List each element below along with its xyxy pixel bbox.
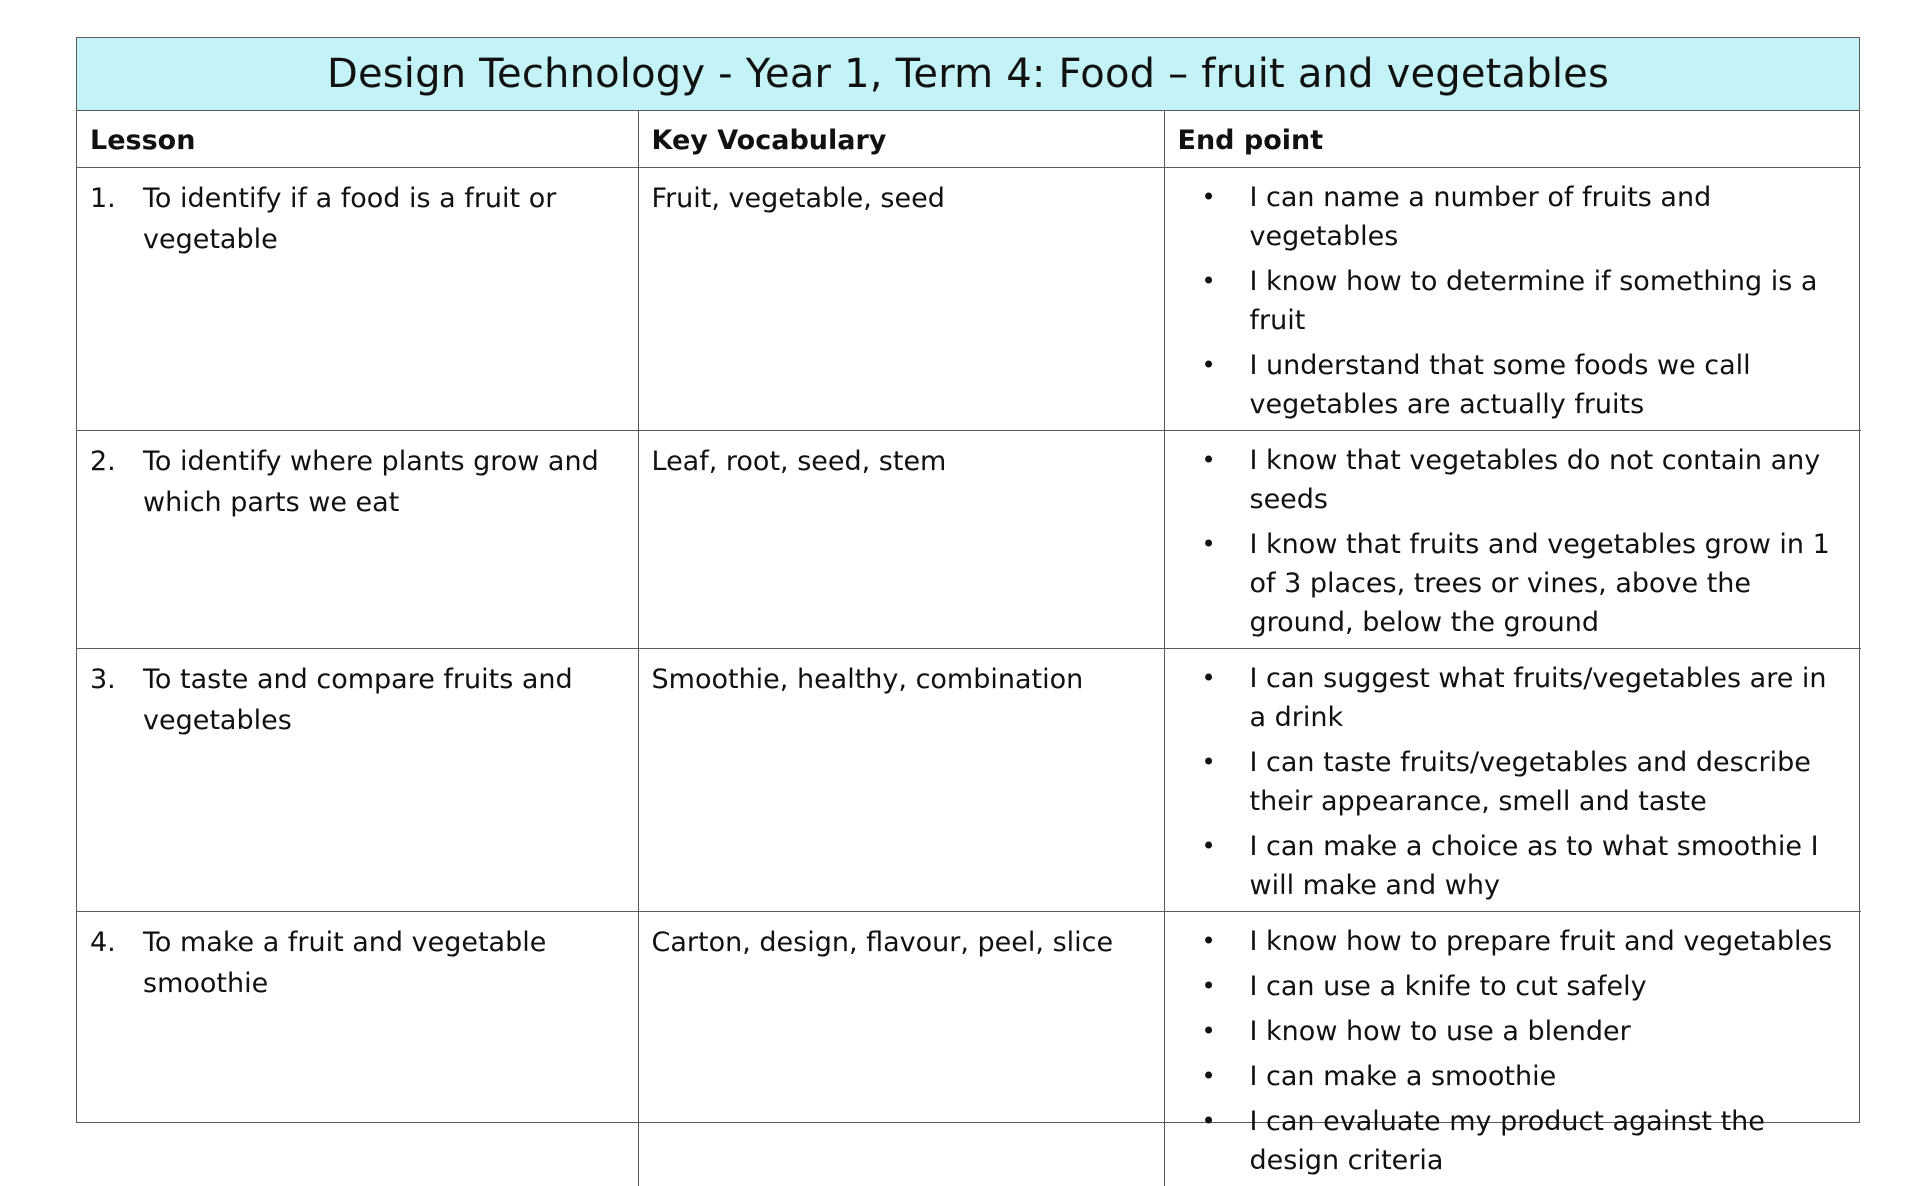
end-point-list	[1178, 178, 1850, 424]
lesson-cell	[77, 430, 638, 648]
bullet-icon: •	[1201, 266, 1216, 295]
lesson-cell	[77, 648, 638, 911]
lesson-objective: To make a fruit and vegetable smoothie	[143, 926, 547, 999]
bullet-icon: •	[1201, 663, 1216, 692]
table-row	[77, 167, 1861, 430]
end-point-text: I can evaluate my product against the design criteria	[1249, 1105, 1765, 1176]
header-lesson: Lesson	[77, 111, 638, 167]
lesson-plan-document	[76, 37, 1860, 1176]
lesson-number: 2.	[90, 445, 116, 477]
end-point-text: I know how to determine if something is a fruit	[1249, 265, 1818, 336]
bullet-icon: •	[1201, 445, 1216, 474]
bullet-icon: •	[1201, 350, 1216, 379]
bullet-icon: •	[1201, 831, 1216, 860]
lesson-number: 4.	[90, 926, 116, 958]
end-point-text: I understand that some foods we call vegetables are actually fruits	[1249, 349, 1751, 420]
end-point-text: I know that vegetables do not contain any seeds	[1249, 444, 1821, 515]
vocabulary-cell: Leaf, root, seed, stem	[638, 430, 1164, 648]
bullet-icon: •	[1201, 971, 1216, 1000]
table-row	[77, 911, 1861, 1186]
lesson-objective: To identify if a food is a fruit or vegetable	[143, 182, 557, 255]
header-key-vocabulary: Key Vocabulary	[638, 111, 1164, 167]
end-point-text: I can make a smoothie	[1249, 1060, 1557, 1092]
lesson-objective: To taste and compare fruits and vegetables	[143, 663, 573, 736]
bullet-icon: •	[1201, 1106, 1216, 1135]
lesson-table	[77, 111, 1861, 1186]
bullet-icon: •	[1201, 529, 1216, 558]
end-point-text: I know how to prepare fruit and vegetables	[1249, 925, 1833, 957]
bullet-icon: •	[1201, 1061, 1216, 1090]
end-point-cell	[1164, 648, 1861, 911]
list-item	[1178, 1102, 1850, 1180]
end-point-text: I can make a choice as to what smoothie I will make and why	[1249, 830, 1819, 901]
vocabulary-cell: Fruit, vegetable, seed	[638, 167, 1164, 430]
list-item	[1178, 1057, 1850, 1096]
vocabulary-cell: Smoothie, healthy, combination	[638, 648, 1164, 911]
list-item	[1178, 967, 1850, 1006]
end-point-text: I know that fruits and vegetables grow in 1 of 3 places, trees or vines, above the ground, below the ground	[1249, 528, 1830, 638]
lesson-number: 1.	[90, 182, 116, 214]
end-point-cell	[1164, 911, 1861, 1186]
list-item	[1178, 525, 1850, 642]
end-point-list	[1178, 922, 1850, 1180]
list-item	[1178, 178, 1850, 256]
lesson-cell	[77, 911, 638, 1186]
end-point-cell	[1164, 167, 1861, 430]
vocabulary-cell: Carton, design, flavour, peel, slice	[638, 911, 1164, 1186]
list-item	[1178, 346, 1850, 424]
lesson-number: 3.	[90, 663, 116, 695]
lesson-cell	[77, 167, 638, 430]
end-point-list	[1178, 441, 1850, 642]
end-point-cell	[1164, 430, 1861, 648]
list-item	[1178, 827, 1850, 905]
list-item	[1178, 262, 1850, 340]
lesson-objective: To identify where plants grow and which parts we eat	[143, 445, 599, 518]
bullet-icon: •	[1201, 747, 1216, 776]
list-item	[1178, 1012, 1850, 1051]
table-row	[77, 648, 1861, 911]
list-item	[1178, 659, 1850, 737]
list-item	[1178, 441, 1850, 519]
end-point-text: I know how to use a blender	[1249, 1015, 1631, 1047]
bullet-icon: •	[1201, 926, 1216, 955]
header-end-point: End point	[1164, 111, 1861, 167]
end-point-text: I can use a knife to cut safely	[1249, 970, 1647, 1002]
end-point-list	[1178, 659, 1850, 905]
end-point-text: I can taste fruits/vegetables and describe their appearance, smell and taste	[1249, 746, 1811, 817]
table-header-row	[77, 111, 1861, 167]
list-item	[1178, 743, 1850, 821]
document-title: Design Technology - Year 1, Term 4: Food – fruit and vegetables	[77, 38, 1859, 111]
table-row	[77, 430, 1861, 648]
list-item	[1178, 922, 1850, 961]
bullet-icon: •	[1201, 1016, 1216, 1045]
end-point-text: I can name a number of fruits and vegetables	[1249, 181, 1712, 252]
end-point-text: I can suggest what fruits/vegetables are in a drink	[1249, 662, 1827, 733]
bullet-icon: •	[1201, 182, 1216, 211]
